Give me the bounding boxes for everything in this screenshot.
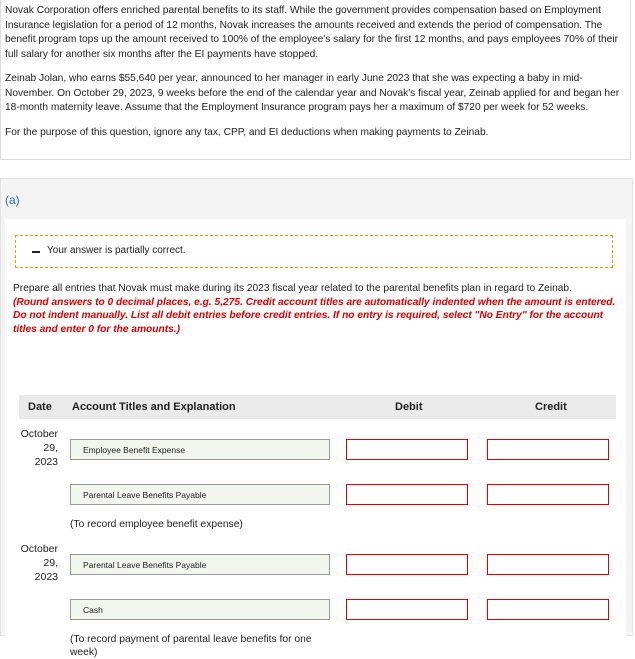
- intro-paragraph-1: Novak Corporation offers enriched parental benefits to its staff. While the government provides compensation based on Employment Insurance legislation for a period of 12 months, Novak increases the amounts received and extends the period of compensation. The benefit program tops up the amount received to 100% of the employee's salary for the first 12 months, and pays employees 70% of their full salary for another six months after the EI payments have stopped.: [5, 5, 618, 60]
- intro-paragraph-2: Zeinab Jolan, who earns $55,640 per year, announced to her manager in early June 2023 that she was expecting a baby in mid-November. On October 29, 2023, 9 weeks before the end of the calendar year and Novak's fiscal year, Zeinab applied for and began her 18-month maternity leave. Assume that the Employment Insurance program pays her a maximum of $720 per week for 52 weeks.: [5, 73, 620, 113]
- question-prompt: [13, 282, 619, 336]
- entry-1-explanation: (To record employee benefit expense): [70, 519, 243, 530]
- part-label: (a): [5, 193, 20, 207]
- problem-statement: [0, 0, 631, 160]
- entry-1-credit-2[interactable]: [487, 484, 609, 505]
- entry-2-date: October 29, 2023: [20, 543, 58, 583]
- entry-1-account-2[interactable]: Parental Leave Benefits Payable: [70, 484, 330, 505]
- prompt-text: Prepare all entries that Novak must make during its 2023 fiscal year related to the parental benefits plan in regard to Zeinab.: [13, 283, 572, 294]
- entry-2-credit-2[interactable]: [487, 599, 609, 620]
- entry-1-account-1[interactable]: Employee Benefit Expense: [70, 439, 330, 460]
- header-debit: Debit: [395, 401, 423, 413]
- table-header: [19, 395, 616, 419]
- entry-2-debit-1[interactable]: [346, 554, 468, 575]
- entry-2-debit-2[interactable]: [346, 599, 468, 620]
- entry-2-account-1[interactable]: Parental Leave Benefits Payable: [70, 554, 330, 575]
- intro-paragraph-3: For the purpose of this question, ignore any tax, CPP, and EI deductions when making payments to Zeinab.: [5, 126, 489, 138]
- entry-2-explanation: (To record payment of parental leave benefits for one week): [70, 634, 312, 658]
- entry-2-credit-1[interactable]: [487, 554, 609, 575]
- part-a-content: [5, 219, 626, 658]
- status-text: Your answer is partially correct.: [47, 245, 186, 256]
- entry-1-date: October 29, 2023: [20, 428, 58, 468]
- header-credit: Credit: [535, 401, 567, 413]
- partial-correct-banner: [15, 235, 613, 268]
- entry-1-credit-1[interactable]: [487, 439, 609, 460]
- part-a-section: [0, 178, 633, 658]
- entry-1-debit-1[interactable]: [346, 439, 468, 460]
- header-date: Date: [28, 401, 52, 413]
- prompt-instructions: (Round answers to 0 decimal places, e.g. 5,275. Credit account titles are automatically indented when the amount is entered. Do not indent manually. List all debit entries before credit entries. If no entry is required, select "No Entry" for the account titles and enter 0 for the amounts.): [13, 296, 616, 335]
- partial-correct-icon: [32, 251, 40, 253]
- entry-1-debit-2[interactable]: [346, 484, 468, 505]
- entry-2-account-2[interactable]: Cash: [70, 599, 330, 620]
- header-account: Account Titles and Explanation: [72, 401, 236, 413]
